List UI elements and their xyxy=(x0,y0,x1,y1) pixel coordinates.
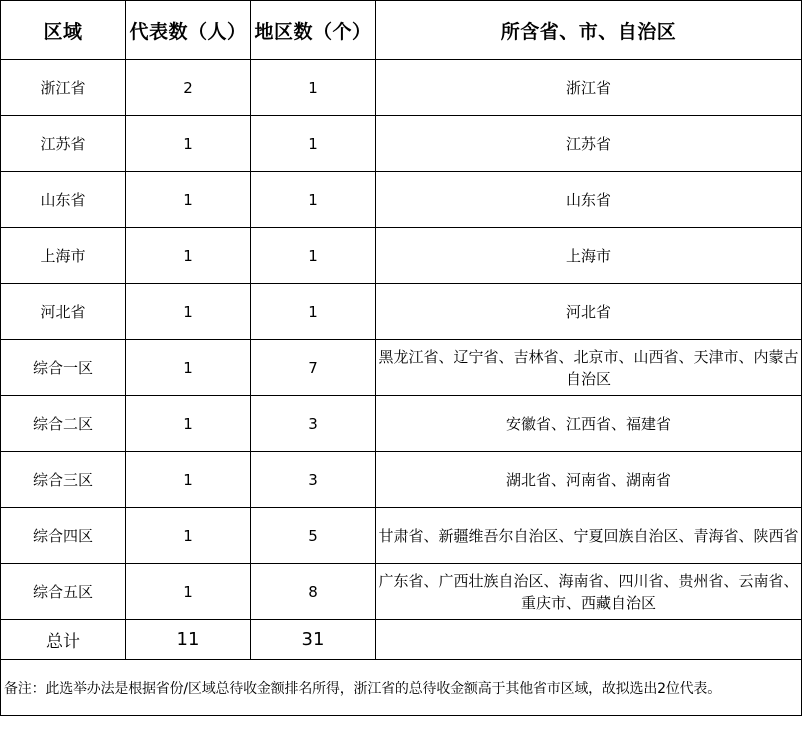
region-cell: 综合四区 xyxy=(1,508,126,564)
areas-cell: 5 xyxy=(251,508,376,564)
included-regions-cell: 湖北省、河南省、湖南省 xyxy=(376,452,802,508)
table-row xyxy=(1,340,802,396)
areas-cell: 3 xyxy=(251,452,376,508)
table-row xyxy=(1,564,802,620)
representatives-cell: 1 xyxy=(126,116,251,172)
areas-cell: 1 xyxy=(251,116,376,172)
included-regions-cell: 山东省 xyxy=(376,172,802,228)
representatives-cell: 1 xyxy=(126,564,251,620)
representatives-cell: 1 xyxy=(126,452,251,508)
region-cell: 综合三区 xyxy=(1,452,126,508)
region-cell: 山东省 xyxy=(1,172,126,228)
total-label: 总计 xyxy=(1,620,126,660)
included-regions-cell: 黑龙江省、辽宁省、吉林省、北京市、山西省、天津市、内蒙古自治区 xyxy=(376,340,802,396)
note-row xyxy=(1,660,802,716)
region-cell: 综合五区 xyxy=(1,564,126,620)
representatives-cell: 1 xyxy=(126,172,251,228)
header-areas: 地区数（个） xyxy=(251,1,376,60)
areas-cell: 7 xyxy=(251,340,376,396)
areas-cell: 1 xyxy=(251,284,376,340)
region-cell: 江苏省 xyxy=(1,116,126,172)
footnote: 备注：此选举办法是根据省份/区域总待收金额排名所得，浙江省的总待收金额高于其他省市区域，故拟选出2位代表。 xyxy=(1,660,802,716)
table-row xyxy=(1,508,802,564)
included-regions-cell: 广东省、广西壮族自治区、海南省、四川省、贵州省、云南省、重庆市、西藏自治区 xyxy=(376,564,802,620)
areas-cell: 1 xyxy=(251,172,376,228)
header-row xyxy=(1,1,802,60)
table-row xyxy=(1,60,802,116)
included-regions-cell: 江苏省 xyxy=(376,116,802,172)
representatives-cell: 1 xyxy=(126,396,251,452)
representatives-cell: 2 xyxy=(126,60,251,116)
table-row xyxy=(1,284,802,340)
header-region: 区域 xyxy=(1,1,126,60)
total-included-regions xyxy=(376,620,802,660)
table-row xyxy=(1,452,802,508)
header-included-regions: 所含省、市、自治区 xyxy=(376,1,802,60)
table-row xyxy=(1,116,802,172)
table-row xyxy=(1,228,802,284)
region-cell: 综合一区 xyxy=(1,340,126,396)
representatives-cell: 1 xyxy=(126,228,251,284)
region-cell: 综合二区 xyxy=(1,396,126,452)
included-regions-cell: 上海市 xyxy=(376,228,802,284)
areas-cell: 3 xyxy=(251,396,376,452)
total-row xyxy=(1,620,802,660)
included-regions-cell: 安徽省、江西省、福建省 xyxy=(376,396,802,452)
region-cell: 浙江省 xyxy=(1,60,126,116)
areas-cell: 1 xyxy=(251,228,376,284)
representatives-cell: 1 xyxy=(126,284,251,340)
region-cell: 上海市 xyxy=(1,228,126,284)
header-representatives: 代表数（人） xyxy=(126,1,251,60)
included-regions-cell: 甘肃省、新疆维吾尔自治区、宁夏回族自治区、青海省、陕西省 xyxy=(376,508,802,564)
included-regions-cell: 浙江省 xyxy=(376,60,802,116)
region-cell: 河北省 xyxy=(1,284,126,340)
included-regions-cell: 河北省 xyxy=(376,284,802,340)
table-row xyxy=(1,396,802,452)
total-areas: 31 xyxy=(251,620,376,660)
table-row xyxy=(1,172,802,228)
representatives-cell: 1 xyxy=(126,508,251,564)
areas-cell: 8 xyxy=(251,564,376,620)
total-representatives: 11 xyxy=(126,620,251,660)
areas-cell: 1 xyxy=(251,60,376,116)
representatives-cell: 1 xyxy=(126,340,251,396)
